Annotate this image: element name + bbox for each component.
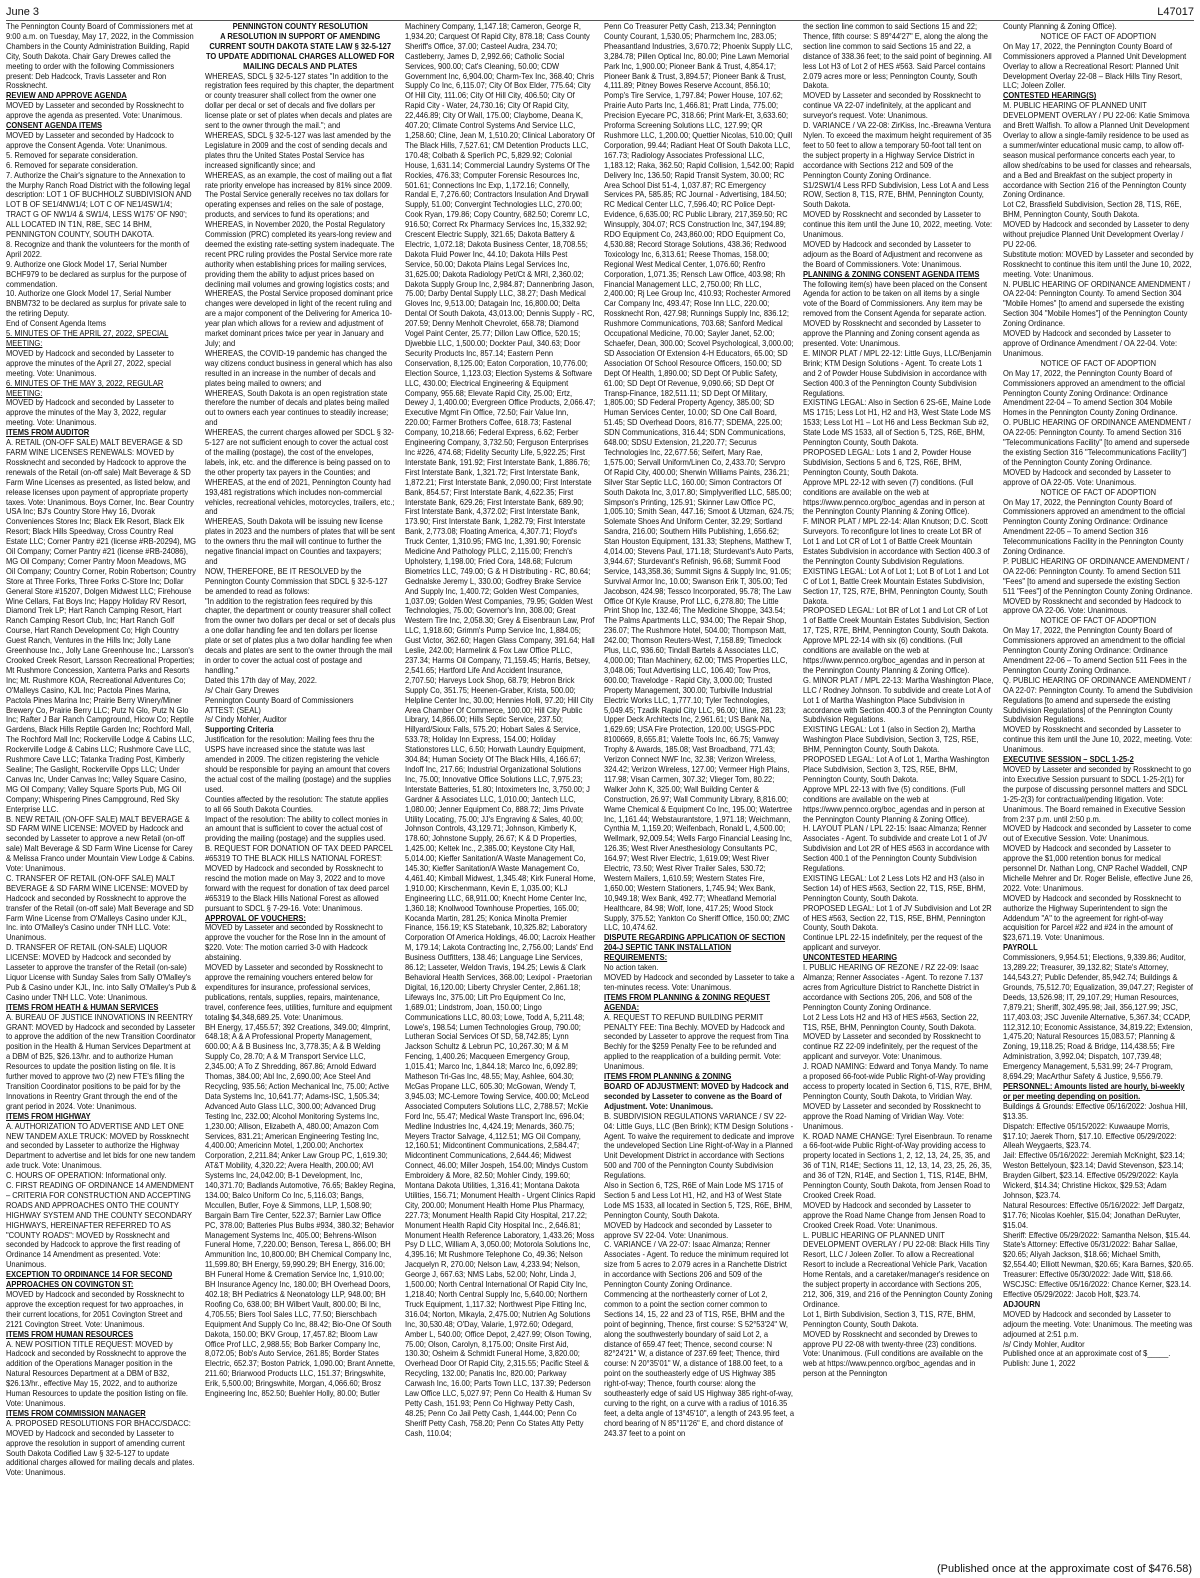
notice-paragraph: EXISTING LEGAL: Also in Section 6 2S-6E, Maine Lode MS 1715; Less Lot H1, H2 and H3, West State Lode MS 1533; Less Lot H1 – Lot H6 and Less Beckman Sub #2, State Lode MS 1533, all of Section 5, T2S, R6E, BHM, Pennington County, South Dakota.: [803, 398, 992, 448]
notice-paragraph: On May 17, 2022, the Pennington County Board of Commissioners approved an amendment to the official Pennington County Zoning Ordinance: Ordinance Amendment 22-04 – To amend Section 304 Mobile Homes in the Pennington County Zoning Ordinance.: [1002, 368, 1185, 418]
notice-id: L47017: [1157, 6, 1194, 18]
section-heading: ITEMS FROM AUDITOR: [6, 428, 90, 438]
notice-paragraph: End of Consent Agenda Items: [6, 319, 107, 329]
notice-paragraph: Lot C2, Brassfield Subdivision, Section 28, T1S, R6E, BHM, Pennington County, South Dakota.: [1002, 200, 1182, 220]
notice-paragraph: MOVED by Lasseter and seconded by Rossknecht to approve the voucher for the Rose Inn in the amount of $220. Vote: The motion carried 3-0 with Hadcock abstaining.: [205, 923, 386, 963]
notice-paragraph: WHEREAS, at the end of 2021, Pennington County had 193,481 registrations which includes non-commercial vehicles, recreational vehicles, motorcycles, trailers, etc.; and: [205, 477, 395, 517]
notice-paragraph: MOVED by Lasseter and seconded by Rossknecht to approve the agenda as presented. Vote: Unanimous.: [6, 101, 184, 121]
notice-paragraph: Continue LPL 22-15 indefinitely, per the request of the applicant and surveyor.: [803, 933, 983, 953]
notice-paragraph: 9. Authorize one Glock Model 17, Serial Number BCHF979 to be declared as surplus for the purpose of commendation.: [6, 259, 187, 289]
notice-paragraph: A. NEW POSITION TITLE REQUEST: MOVED by Hadcock and seconded by Rossknecht to approve the addition of the Operations Manager position in the Natural Resources Department at a DBM of B32, $26.13/hr., effective May 15, 2022, and to authorize Human Resources to update the position listing on file. Vote: Unanimous.: [6, 1339, 189, 1408]
notice-paragraph: Approve MPL 22-13 with five (5) conditions. (Full conditions are available on the web at https://www.pennco.org/boc_agendas and in person at the Pennington County Planning & Zoning Office).: [803, 784, 985, 824]
notice-paragraph: The Pennington County Board of Commissioners met at 9:00 a.m. on Tuesday, May 17, 2022, in the Commission Chambers in the County Administration Building, Rapid City, South Dakota. Chair Gary Drewes called the meeting to order with the following Commissioners present: Deb Hadcock, Travis Lasseter and Ron Rossknecht.: [6, 22, 194, 91]
notice-paragraph: I. PUBLIC HEARING OF REZONE / RZ 22-09: Isaac Almanza; Renner Associates - Agent. To rezone 7.137 acres from Agriculture District to Ranchette District in accordance with Sections 205, 206, and 508 of the Pennington County Zoning Ordinance.: [803, 963, 984, 1012]
section-heading: CONTESTED HEARING(S): [1002, 91, 1096, 101]
column-1: [6, 22, 196, 1552]
column-4: [604, 22, 794, 1552]
notice-columns: [6, 22, 1194, 1552]
notice-paragraph: WSCJSC: Effective 05/16/2022: Chance Kerner, $23.14. Effective 05/29/2022: Jacob Holt, $23.74.: [1002, 1280, 1191, 1299]
notice-paragraph: "In addition to the registration fees required by this chapter, the department or county treasurer shall collect from the owner two dollars per decal or set of decals plus a one dollar handling fee and ten dollars per license plate or set of plates plus a two dollar handling fee when decals and plates are sent to the owner through the mail in order to cover the actual cost of postage and handling.": [205, 596, 396, 675]
notice-paragraph: The following item(s) have been placed on the Consent Agenda for action to be taken on all items by a single vote of the Board of Commissioners. Any item may be removed from the Consent Agenda for separate action.: [803, 279, 988, 319]
notice-paragraph: EXISTING LEGAL: Lot 2 Less Lots H2 and H3 (also in Section 14) of HES #563, Section 22, T1S, R5E, BHM, Pennington County, South Dakota.: [803, 873, 986, 903]
notice-paragraph: MOVED by Hadcock and seconded by Lasseter to adjourn the meeting. Vote: Unanimous. The meeting was adjourned at 2:51 p.m.: [1002, 1309, 1193, 1339]
notice-paragraph: D. TRANSFER OF RETAIL (ON-SALE) LIQUOR LICENSE: MOVED by Hadcock and seconded by Lasseter to approve the transfer of the Retail (on-sale) Liquor License with Sunday Sales from Sally O'Malley's Pub & Casino under KJL, Inc. into Sally O'Malley's Pub & Casino under TNH LLC. Vote: Unanimous.: [6, 943, 197, 1002]
section-heading: ITEMS FROM HEATH & HUMAN SERVICES: [6, 1002, 159, 1012]
notice-paragraph: N. PUBLIC HEARING OF ORDINANCE AMENDMENT / OA 22-04: Pennington County. To amend Section 304 "Mobile Homes" [to amend and supersede the existing Section 304 "Mobile Homes"] of the Pennington County Zoning Ordinance.: [1002, 279, 1190, 329]
notice-paragraph: Lot 1, Birth Subdivision, Section 3, T1S, R7E, BHM, Pennington County, South Dakota.: [803, 1309, 976, 1329]
notice-paragraph: 10. Authorize one Glock Model 17, Serial Number BNBM732 to be declared as surplus for private sale to the retiring Deputy.: [6, 289, 187, 319]
notice-paragraph: MOVED by Hadcock and seconded by Lasseter to approve the $1,000 retention bonus for medical personnel Dr. Nathan Long, CNP Rachel Waddell, CNP Michelle Mehrer and Dr. Roger Belisle, effective June 26, 2022. Vote: Unanimous.: [1002, 844, 1193, 893]
section-heading: ITEMS FROM PLANNING & ZONING: [603, 1072, 732, 1082]
notice-paragraph: M. PUBLIC HEARING OF PLANNED UNIT DEVELOPMENT OVERLAY / PU 22-06: Katie Smimova and Brett Walfish. To allow a Planned Unit Development Overlay to allow a single-family residence to be used as a summer/winter educational music camp, to allow off-season musical performance concerts each year, to allow shed/cabins to be used for classes and rehearsals, and a Bed and Breakfast on the subject property in accordance with Section 216 of the Pennington County Zoning Ordinance.: [1002, 101, 1192, 200]
notice-paragraph: Also in Section 6, T2S, R6E of Main Lode MS 1715 of Section 5 and Less Lot H1, H2, and H3 of West State Lode MS 1533, all located in Section 5, T2S, R6E, BHM, Pennington County, South Dakota.: [603, 1181, 793, 1220]
notice-paragraph: EXISTING LEGAL: Lot A of Lot 1; Lot B of Lot 1 and Lot C of Lot 1, Battle Creek Mountain Estates Subdivision, Section 17, T2S, R7E, BHM, Pennington County, South Dakota.: [803, 566, 990, 606]
notice-paragraph: No action taken.: [603, 963, 659, 973]
notice-paragraph: Approve MPL 22-14 with six (6) conditions. (Full conditions are available on the web at https://www.pennco.org/boc_agendas and in person at the Pennington County Planning & Zoning Office).: [803, 636, 985, 675]
notice-paragraph: NOTICE OF FACT OF ADOPTION: [1039, 616, 1156, 626]
notice-paragraph: WHEREAS, SDCL § 32-5-127 states "In addition to the registration fees required by this chapter, the department or county treasurer shall collect from the owner one dollar per decal or set of decals and five dollars per license plate or set of plates when decals and plates are sent to the owner through the mail."; and: [205, 71, 395, 131]
notice-paragraph: S1/2SW1/4 Less RFD Subdivision, Less Lot A and Less ROW, Section 8, T1S, R7E, BHM, Pennington County, South Dakota.: [803, 180, 990, 210]
notice-paragraph: PROPOSED LEGAL: Lot A of Lot 1, Martha Washington Place Subdivision, Section 3, T2S, R5E, BHM, Pennington County, South Dakota.: [803, 755, 990, 784]
notice-paragraph: MOVED by Rossknecht and seconded by Lasseter to continue this item until the June 10, 2022, meeting. Vote: Unanimous.: [1002, 725, 1192, 755]
notice-paragraph: ADJOURN: [1002, 1299, 1040, 1309]
notice-paragraph: B. REQUEST FOR DONATION OF TAX DEED PARCEL #65319 TO THE BLACK HILLS NATIONAL FOREST: MOVED by Hadcock and seconded by Rossknecht to rescind the motion made on May 3, 2022 and to move forward with the request for donation of tax deed parcel #65319 to the Black Hills National Forest as allowed pursuant to SDCL § 7-29-16. Vote: Unanimous.: [205, 844, 393, 913]
notice-paragraph: MOVED by Lasseter and seconded by Rossknecht to approve the remaining vouchers entered below for expenditures for insurance, professional services, publications, rentals, supplies, repairs, maintenance, travel, conference fees, utilities, furniture and equipment totaling $4,348,689.25. Vote: Unanimous.: [205, 963, 393, 1022]
notice-paragraph: WHEREAS, the COVID-19 pandemic has changed the way citizens conduct business in general which has also resulted in an increase in the number of decals and plates being mailed to owners; and: [205, 348, 393, 388]
notice-paragraph: 5. Removed for separate consideration.: [6, 150, 138, 160]
notice-paragraph: B. SUBDIVISION REGULATIONS VARIANCE / SV 22-04: Little Guys, LLC (Ben Brink); KTM Design Solutions - Agent. To waive the requirement to dedicate and improve the undeveloped Section Line Right-of-Way in a Planned Unit Development District in accordance with Sections 500 and 700 of the Pennington County Subdivision Regulations.: [603, 1111, 795, 1181]
notice-paragraph: MOVED by Hadcock and seconded by Rossknecht to authorize the Highway Superintendent to sign the Addendum "A" to the agreement for right-of-way acquisition for Parcel #22 and #24 in the amount of $23,671.19. Vote: Unanimous.: [1002, 893, 1181, 943]
notice-paragraph: F. MINOR PLAT / MPL 22-14: Allan Knutson; D.C. Scott Surveyors. To reconfigure lot lines to create Lot BR of Lot 1 and Lot CR of Lot 1 of Battle Creek Mountain Estates Subdivision in accordance with Section 400.3 of the Pennington County Subdivision Regulations.: [803, 517, 990, 566]
notice-paragraph: NOTICE OF FACT OF ADOPTION: [1039, 358, 1156, 368]
section-heading: REVIEW AND APPROVE AGENDA: [6, 91, 127, 101]
publication-cost-note: (Published once at the approximate cost of $476.58): [937, 1563, 1192, 1575]
notice-paragraph: J. ROAD NAMING: Edward and Tonya Mandy. To name a proposed 66-foot-wide Public Right-of-Way providing access to property located in Section 6, T1S, R7E, BHM, Pennington County, South Dakota, to Viridian Way.: [803, 1062, 993, 1101]
notice-paragraph: MOVED by Lasseter and seconded by Rossknecht to continue RZ 22-09 indefinitely, per the request of the applicant and surveyor. Vote: Unanimous.: [803, 1032, 982, 1062]
notice-paragraph: G. MINOR PLAT / MPL 22-13: Martha Washington Place, LLC / Rodney Johnson. To subdivide and create Lot A of Lot 1 of Martha Washington Place Subdivision in accordance with Section 400.3 of the Pennington County Subdivision Regulations.: [803, 675, 994, 725]
notice-paragraph: A. REQUEST TO REFUND BUILDING PERMIT PENALTY FEE: Tina Bechly. MOVED by Hadcock and seconded by Lasseter to approve the request from Tina Bechly for the $259 Penalty Fee to be refunded and applied to the reapplication of a building permit. Vote: Unanimous.: [603, 1012, 789, 1072]
notice-paragraph: Published once at an approximate cost of $_____.: [1002, 1349, 1171, 1359]
notice-paragraph: MOVED by Rossknecht and seconded by Lasseter to continue this item until the June 10, 2022, meeting. Vote: Unanimous.: [803, 210, 993, 240]
notice-paragraph: P. PUBLIC HEARING OF ORDINANCE AMENDMENT / OA 22-06: Pennington County. To amend Section 511 "Fees" [to amend and supersede the existing Section 511 "Fees"] of the Pennington County Zoning Ordinance.: [1002, 556, 1192, 596]
notice-paragraph: EXISTING LEGAL: Lot 1 (also in Section 2), Martha Washington Place Subdivision, Section 3, T2S, R5E, BHM, Pennington County, South Dakota.: [803, 725, 979, 755]
notice-paragraph: MOVED by Hadcock and seconded by Lasseter to deny without prejudice Planned Unit Development Overlay / PU 22-06.: [1002, 220, 1189, 249]
section-heading: EXECUTIVE SESSION – SDCL 1-25-2: [1002, 755, 1134, 765]
notice-paragraph: Lot 2 Less Lots H2 and H3 of HES #563, Section 22, T1S, R5E, BHM, Pennington County, South Dakota.: [803, 1012, 980, 1032]
notice-paragraph: A. PROPOSED RESOLUTIONS FOR BHACC/SDACC: MOVED by Hadcock and seconded by Lasseter to approve the resolution in support of amending current South Dakota Codified Law § 32-5-127 to update additional charges allowed for mailing decals and plates. Vote: Unanimous.: [6, 1418, 195, 1478]
notice-paragraph: Jail: Effective 05/16/2022: Jeremiah McKnight, $23.14; Weston Bettelyoun, $23.14; David Stevenson, $23.14; Brayden Gilbert, $23.14. Effective 05/29/2022: Kayla Wickerd, $14.34; Christine Hickox, $29.53; Adam Johnson, $23.74.: [1002, 1151, 1185, 1200]
notice-paragraph: A RESOLUTION IN SUPPORT OF AMENDING CURRENT SOUTH DAKOTA STATE LAW § 32-5-127 TO UPDATE ADDITIONAL CHARGES ALLOWED FOR MAILING DECALS AND PLATES: [206, 31, 395, 71]
notice-paragraph: C. HOURS OF OPERATION: Informational only.: [6, 1171, 167, 1181]
notice-paragraph: WHEREAS, South Dakota is an open registration state therefore the number of decals and plates being mailed out to owners each year continues to steadily increase; and: [205, 388, 390, 428]
notice-paragraph: Substitute motion: MOVED by Lasseter and seconded by Rossknecht to continue this item until the June 10, 2022, meeting. Vote: Unanimous.: [1002, 249, 1194, 279]
notice-paragraph: D. VARIANCE / VA 22-08: ZirKiss, Inc.-Breawna Ventura Nylen. To exceed the maximum height requirement of 35 feet to 50 feet to allow a temporary 50-foot tall tent on the subject property in a Highway Service District in accordance with Sections 212 and 509 of the Pennington County Zoning Ordinance.: [803, 121, 992, 180]
notice-paragraph: PROPOSED LEGAL: Lot 1 of JV Subdivision and Lot 2R of HES #563, Section 22, T1S, R5E, BHM, Pennington County, South Dakota.: [803, 903, 993, 933]
notice-paragraph: Supporting Criteria: [205, 725, 274, 735]
notice-paragraph: Commencing at the northeasterly corner of Lot 2, common to a point the section corner common to Sections 14, 15, 22 and 23 of T1S, R5E, BHM and the point of beginning, Thence, first course: S 52°53'24" W, along the southwesterly boundary of said Lot 2, a distance of 659.47 feet; Thence, second course: N 82°24'21" W, a distance of 237.69 feet; Thence, third course: N 20°35'01" W, a distance of 188.00 feet, to a point on the southeasterly edge of US Highway 385 right-of-way; Thence, fourth course: along the southeasterly edge of said US Highway 385 right-of-way, curving to the right, on a curve with a radius of 1016.35 feet, a delta angle of 13°45'10", a length of 243.95 feet, a chord bearing of N 85°11'26" E, and chord distance of 243.37 feet to a point on: [603, 1290, 794, 1438]
notice-paragraph: ATTEST: (SEAL): [205, 705, 262, 715]
notice-paragraph: MOVED by Hadcock and seconded by Lasseter to approve the minutes of the May 3, 2022, regular meeting. Vote: Unanimous.: [6, 398, 174, 428]
notice-paragraph: Natural Resources: Effective 05/16/2022: Jeff Dargatz, $17.76; Nicolas Koehler, $15.04; Jonathan DeRuyter, $15.04.: [1002, 1200, 1185, 1230]
notice-paragraph: Dated this 17th day of May, 2022.: [205, 675, 318, 685]
notice-paragraph: County Planning & Zoning Office).: [1002, 22, 1117, 31]
notice-paragraph: C. FIRST READING OF ORDINANCE 14 AMENDMENT – CRITERIA FOR CONSTRUCTION AND ACCEPTING ROADS AND APPROACHES ONTO THE COUNTY HIGHWAY SYSTEM AND THE COUNTY SECONDARY HIGHWAYS, HEREINAFTER REFERRED TO AS "COUNTY ROADS": MOVED by Rossknecht and seconded by Hadcock to approve the first reading of Ordinance 14 Amendment as presented. Vote: Unanimous.: [6, 1181, 194, 1270]
notice-paragraph: Justification for the resolution: Mailing fees thru the USPS have increased since the statute was last amended in 2009. The citizen registering the vehicle should be responsible for paying an amount that covers the actual cost of the mailing (postage) and the supplies used.: [205, 735, 392, 794]
notice-paragraph: 6. MINUTES OF THE MAY 3, 2022, REGULAR MEETING:: [6, 378, 164, 398]
section-heading: EXCEPTION TO ORDINANCE 14 FOR SECOND APPROACHES ON COVINGTON ST:: [6, 1270, 173, 1290]
notice-paragraph: WHEREAS, the Postal Service proposed dominant price changes were developed in light of the recent ruling and are a major component of the Delivering for America 10-year plan which allows for a review and adjustment of market dominant prices twice per year in January and July; and: [205, 289, 394, 348]
notice-paragraph: PROPOSED LEGAL: Lots 1 and 2, Powder House Subdivision, Sections 5 and 6, T2S, R6E, BHM, Pennington County, South Dakota.: [803, 447, 972, 477]
notice-paragraph: PROPOSED LEGAL: Lot BR of Lot 1 and Lot CR of Lot 1 of Battle Creek Mountain Estates Subdivision, Section 17, T2S, R7E, BHM, Pennington County, South Dakota.: [803, 606, 990, 636]
column-3: [405, 22, 595, 1552]
notice-paragraph: A. AUTHORIZATION TO ADVERTISE AND LET ONE NEW TANDEM AXLE TRUCK: MOVED by Rossknecht and seconded by Lasseter to authorize the Highway Department to advertise and let bids for one new tandem axle truck. Vote: Unanimous.: [6, 1121, 196, 1171]
notice-paragraph: MOVED by Lasseter and seconded by Rossknecht to approve the Road Naming of Viridian Way. Vote: Unanimous.: [803, 1101, 982, 1131]
notice-paragraph: PENNINGTON COUNTY RESOLUTION: [232, 22, 369, 31]
column-2: [205, 22, 395, 1552]
notice-paragraph: Counties affected by the resolution: The statute applies to all 66 South Dakota Counties.: [205, 794, 389, 814]
notice-paragraph: MOVED by Hadcock and seconded by Rossknecht to approve the exception request for two approaches, in their current locations, for 2051 Covington Street and 2121 Covington Street. Vote: Unanimous.: [6, 1290, 185, 1329]
notice-paragraph: WHEREAS, as an example, the cost of mailing out a flat rate priority envelope has increased by 81% since 2009. The Postal Service generally receives no tax dollars for operating expenses and relies on the sale of postage, products, and services to fund its operations; and: [205, 170, 393, 220]
column-5: [803, 22, 993, 1552]
notice-paragraph: Buildings & Grounds: Effective 05/16/2022: Joshua Hill, $13.35.: [1002, 1101, 1188, 1121]
notice-paragraph: MOVED by Rossknecht and seconded by Hadcock to approve OA 22-06. Vote: Unanimous.: [1002, 596, 1181, 616]
section-heading: UNCONTESTED HEARING: [803, 953, 898, 963]
notice-paragraph: H. LAYOUT PLAN / LPL 22-15: Isaac Almanza; Renner Associates - Agent. To subdivide and create Lot 1 of JV Subdivision and Lot 2R of HES #563 in accordance with Section 400.1 of the Pennington County Subdivision Regulations.: [803, 824, 990, 874]
section-heading: PERSONNEL: Amounts listed are hourly, bi-weekly or per meeting depending on position.: [1002, 1081, 1185, 1101]
notice-paragraph: MOVED by Hadcock and seconded by Lasseter to approve the Road Name Change from Jensen Road to Crooked Creek Road. Vote: Unanimous.: [803, 1200, 986, 1230]
notice-paragraph: MOVED by Lasseter and seconded by Rossknecht to continue VA 22-07 indefinitely, at the applicant and surveyor's request. Vote: Unanimous.: [803, 91, 982, 121]
notice-paragraph: 7. Authorize the Chair's signature to the Annexation to the Murphy Ranch Road District with the following legal description: LOT 1 OF BUCHHOLZ SUBDIVISION AND LOT B OF SE1/4NW1/4; LOT C OF NE1/4SW1/4; TRACT G OF NW1/4 & SW1/4, LESS W175' OF N90'; ALL LOCATED IN T1N, R8E, SEC 14 BHM, PENNINGTON COUNTY, SOUTH DAKOTA.: [6, 170, 192, 240]
notice-paragraph: BOARD OF ADJUSTMENT: MOVED by Hadcock and seconded by Lasseter to convene as the Board of Adjustment. Vote: Unanimous.: [603, 1081, 789, 1111]
notice-paragraph: WHEREAS, the current charges allowed per SDCL § 32-5-127 are not sufficient enough to cover the actual cost of the mailing (postage), the cost of the envelopes, labels, ink, etc. and the difference is being passed on to the other property tax payers in the Counties; and: [205, 428, 395, 477]
section-heading: CONSENT AGENDA ITEMS: [6, 121, 103, 131]
section-heading: ITEMS FROM HIGHWAY: [6, 1111, 91, 1121]
notice-paragraph: NOTICE OF FACT OF ADOPTION: [1039, 31, 1156, 41]
section-heading: DISPUTE REGARDING APPLICATION OF SECTION 204-J SEPTIC TANK INSTALLATION REQUIREMENTS:: [603, 933, 786, 963]
notice-paragraph: Q. PUBLIC HEARING OF ORDINANCE AMENDMENT / OA 22-07: Pennington County. To amend the Subdivision Regulations [to amend and supersede the existing Subdivision Regulations] of the Pennington County Subdivision Regulations.: [1002, 675, 1193, 725]
notice-paragraph: Penn Co Treasurer Petty Cash, 213.34; Pennington County Courant, 1,530.05; Pharmchem Inc, 283.05; Pheasantland Industries, 3,670.72; Phoenix Supply LLC, 3,284.78; Pillen Optical Inc, 80.00; Pine Lawn Memorial Park Inc, 1,900.00; Pioneer Bank & Trust, 4,854.17; Pioneer Bank & Trust, 3,894.57; Pioneer Bank & Trust, 4,111.89; Pitney Bowes Reserve Account, 856.10; Pomp's Tire Service, 1,797.84; Power House, 107.62; Prairie Auto Parts Inc, 1,466.81; Pratt Linda, 775.00; Precision Eyecare PC, 318.66; Print Mark-Et, 3,633.60; Proforma Screening Solutions LLC, 127.99; QR Rushmore LLC, 1,200.00; Quettier Nicolas, 510.00; Quill Corporation, 99.44; Radiant Heat Of South Dakota LLC, 167.73; Radiology Associates Professional LLC, 1,183.12; Raka, 362.50; Rapid Collision, 1,542.00; Rapid Delivery Inc, 136.50; Rapid Transit System, 30.00; RC Area School Dist 51-4, 1,037.87; RC Emergency Services PA, 585.85; RC Journal - Advertising, 184.50; RC Medical Center LLC, 7,596.40; RC Police Dept-Evidence, 6,635.00; RC Public Library, 217,359.50; RC Winsupply, 304.07; RCS Construction Inc, 347,194.89; RDO Equipment Co, 243,860.00; RDO Equipment Co, 4,530.88; Record Storage Solutions, 438.36; Redwood Toxicology Inc, 6,313.61; Reese Thomas, 158.00; Regional West Medical Center, 1,076.60; Renfro Corporation, 1,071.35; Rensch Law Office, 403.98; Rh Financial Management LLC, 2,750.00; Rh LLC, 2,400.00; Rj Lee Group Inc, 410.93; Rochester Armored Car Company Inc, 493.47; Rose Inn LLC, 220.00; Rossknecht Ron, 427.98; Runnings Supply Inc, 836.12; Rushmore Communications, 703.68; Sanford Medical Occupational Medicine, 70.00; Sayler Janet, 52.00; Schaefer, Dean, 300.00; Scovel Psychological, 3,000.00; SD Association Of Extension 4-H Educators, 65.00; SD Association Of School Resource Officers, 150.00; SD Dept Of Health, 1,890.00; SD Dept Of Public Safety, 61.00; SD Dept Of Revenue, 9,090.66; SD Dept Of Transp-Finance, 182,511.11; SD Dept Of Military, 1,805.00; SD Federal Property Agency, 385.00; SD Human Services Center, 10.00; SD One Call Board, 51.45; SD Overhead Doors, 816.77; SDEMA, 225.00; SDN Communications, 316.44; SDN Communications, 648.00; SDSU Extension, 21,220.77; Securus Technologies Inc, 22,677.56; Seifert, Mary Rae, 1,575.00; Servall Uniform/Linen Co, 2,433.70; Servpro Of Rapid City, 400.00; Sherwin Williams Paints, 236.21; Silver Star Septic LLC, 160.00; Simon Contractors Of South Dakota Inc, 3,017.80; Simplyverified LLC, 585.00; Simpson's Printing, 125.91; Skinner Law Office PC, 1,005.10; Smith Sean, 447.16; Smoot & Utzman, 624.75; Solemate Shoes And Uniform Center, 32.29; Sortland Sandra, 216.00; Southern Hills Publishing, 1,656.62; Stan Houston Equipment, 131.33; Stephens, Matthew T, 4,014.00; Stevens Paul, 171.18; Sturdevant's Auto Parts, 3,944.67; Sturdevant's Refinish, 96.68; Summit Food Service, 143,358.36; Summit Signs & Supply Inc, 91.05; Survival Armor Inc, 10.00; Swanson Erik T, 305.00; Ted Jacobson, 424.98; Tessco Incorporated, 95.78; The Law Office Of Kyle Krause, Prof LLC, 6,278.80; The Little Print Shop Inc, 132.46; The Medicine Shoppe, 343.54; The Palms Apartments LLC, 934.00; The Repair Shop, 236.07; The Rushmore Hotel, 504.00; Thompson Matt, 242.00; Thomson Reuters-West, 7,158.89; Timeclock Plus, LLC, 936.60; Tindall Bartels & Associates LLC, 4,000.00; Titan Machinery, 62.00; TMS Properties LLC, 3,048.06; Tout Advertising LLC, 106.40; Tow Pros, 600.00; Travelodge - Rapid City, 3,000.00; Trusted Property Management, 300.00; Turbiville Industrial Electric Works LLC, 1,777.10; Tyler Technologies, 5,049.45; Tzadik Rapid City LLC, 96.00; Uline, 281.23; Upper Deck Architects Inc, 2,961.61; US Bank Na, 1,629.69; USA Fire Protection, 120.00; USGS-PDC 8100669, 8,655.81; Valette Tools Inc, 66.75; Vanway Trophy & Awards, 185.08; Vast Broadband, 771.43; Verizon Connect NWF Inc, 32.38; Verizon Wireless, 324.42; Verizon Wireless, 127.00; Vermeer High Plains, 117.98; Visan Carmen, 307.32; Vlieger Tom, 80.22; Walker John K, 325.00; Wall Building Center & Construction, 26.97; Wall Community Library, 8,816.00; Wame Chemical & Equipment Co Inc, 195.00; Watertree Inc, 1,161.44; Webstaurantstore, 1,971.18; Weichmann, Cynthia M, 1,159.20; Weifenbach, Ronald L, 4,500.00; Wellmark, 92,009.54; Wells Fargo Financial Leasing Inc, 126.35; West River Anesthesiology Consultants PC, 164.97; West River Electric, 1,619.09; West River Electric, 73.50; West River Trailer Sales, 530.72; Western Mailers, 1,610.59; Western States Fire, 1,650.00; Western Stationers, 1,745.94; Wex Bank, 10,949.18; Wex Bank, 492.77; Wheatland Memorial Healthcare, 84.98; Wolf, Ione, 417.25; Wood Stock Supply, 375.52; Yankton Co Sheriff Office, 150.00; ZMC LLC, 10,474.62.: [603, 22, 794, 933]
notice-paragraph: Impact of the resolution: The ability to collect monies in an amount that is sufficient to cover the actual cost of providing the mailing (postage) and the supplies used.: [205, 814, 389, 844]
notice-paragraph: WHEREAS, in November 2020, the Postal Regulatory Commission (PRC) completed its years-long review and deemed the existing rate-setting system inadequate. The recent PRC ruling provides the Postal Service more rate authority when establishing prices for mailing services, providing them the ability to adjust prices based on declining mail volumes and growing logistics costs; and: [205, 220, 395, 289]
notice-paragraph: MOVED by Lasseter and seconded by Rossknecht to go into Executive Session pursuant to SDCL 1-25-2(1) for the purpose of discussing personnel matters and SDCL 1-25-2(3) for contractual/pending litigation. Vote: Unanimous. The Board remained in Executive Session from 2:37 p.m. until 2:50 p.m.: [1002, 764, 1191, 824]
notice-paragraph: the section line common to said Sections 15 and 22; Thence, fifth course: S 89°44'27" E, along the along the section line common to said Sections 15 and 22, a distance of 338.36 feet; to the said point of beginning. All less Lot H3 of Lot 2 of HES #563. Said Parcel contains 2.079 acres more or less; Pennington County, South Dakota.: [803, 22, 993, 91]
notice-paragraph: B. NEW RETAIL (ON-OFF SALE) MALT BEVERAGE & SD FARM WINE LICENSE: MOVED by Hadcock and seconded by Lasseter to approve a new Retail (on-off sale) Malt Beverage & SD Farm Wine License for Carey & Melissa Franco under Mountain View Lodge & Cabins. Vote: Unanimous.: [6, 814, 195, 874]
notice-paragraph: MOVED by Rossknecht and seconded by Lasseter to approve the Planning and Zoning consent agenda as presented. Vote: Unanimous.: [803, 319, 982, 348]
notice-paragraph: E. MINOR PLAT / MPL 22-12: Little Guys, LLC/Benjamin Brink; KTM Design Solutions - Agent. To create Lots 1 and 2 of Powder House Subdivision in accordance with Section 400.3 of the Pennington County Subdivision Regulations.: [803, 348, 992, 398]
notice-paragraph: A. BUREAU OF JUSTICE INNOVATIONS IN REENTRY GRANT: MOVED by Hadcock and seconded by Lasseter to approve the addition of the new Transition Coordinator position in the Health & Human Services Department at a DBM of B25, $26.13/hr. and to authorize Human Resources to update the position listing on file. It is further moved to approve two (2) new FTE's filling the Transition Coordinator positions to be paid for by the Innovations in Reentry Grant through the end of the grant period in 2024. Vote: Unanimous.: [6, 1012, 196, 1111]
notice-paragraph: On May 17, 2022, the Pennington County Board of Commissioners approved a Planned Unit Development Overlay to allow a Recreational Resort: Planned Unit Development Overlay 22-08 – Black Hills Tiny Resort, LLC; Joleen Zoller.: [1002, 41, 1186, 91]
section-heading: ITEMS FROM PLANNING & ZONING REQUEST AGENDA:: [603, 992, 771, 1012]
notice-paragraph: /s/ Chair Gary Drewes: [205, 685, 280, 695]
notice-paragraph: MOVED by Hadcock and seconded by Lasseter to approve of Ordinance Amendment / OA 22-04. Vote: Unanimous.: [1002, 329, 1177, 358]
notice-paragraph: 5. MINUTES OF THE APRIL 27, 2022, SPECIAL MEETING:: [6, 329, 169, 348]
notice-paragraph: WHEREAS, South Dakota will be issuing new license plates in 2023 and the numbers of plates that will be sent to the owners thru the mail will continue to further the negative financial impact on Counties and taxpayers; and: [205, 517, 396, 566]
notice-paragraph: MOVED by Hadcock and seconded by Lasseter to come out of Executive Session. Vote: Unanimous.: [1002, 824, 1191, 844]
notice-paragraph: 8. Recognize and thank the volunteers for the month of April 2022.: [6, 239, 190, 259]
notice-paragraph: On May 17, 2022, the Pennington County Board of Commissioners approved an amendment to the official Pennington County Zoning Ordinance: Ordinance Amendment 22-05 – To amend Section 316 Telecommunications Facility in the Pennington County Zoning Ordinance.: [1002, 497, 1185, 557]
section-heading: ITEMS FROM HUMAN RESOURCES: [6, 1329, 134, 1339]
notice-paragraph: MOVED by Hadcock and seconded by Lasseter to approve the minutes of the April 27, 2022, special meeting. Vote: Unanimous.: [6, 348, 174, 378]
section-heading: ITEMS FROM COMMISSION MANAGER: [6, 1408, 146, 1418]
page-header: [6, 2, 1194, 21]
notice-paragraph: MOVED by Hadcock and seconded by Lasseter to approve of OA 22-05. Vote: Unanimous.: [1002, 467, 1171, 487]
notice-paragraph: WHEREAS, SDCL § 32-5-127 was last amended by the Legislature in 2009 and the cost of sending decals and plates thru the United States Postal Service has increased significantly since; and: [205, 130, 392, 170]
notice-paragraph: L. PUBLIC HEARING OF PLANNED UNIT DEVELOPMENT OVERLAY / PU 22-08: Black Hills Tiny Resort, LLC / Joleen Zoller. To allow a Recreational Resort to include a Recreational Vehicle Park, Vacation Home Rentals, and a caretaker/manager's residence on the subject property in accordance with Sections 205, 212, 306, 319, and 216 of the Pennington County Zoning Ordinance.: [803, 1230, 993, 1309]
notice-paragraph: /s/ Cindy Mohler, Auditor: [1002, 1339, 1085, 1349]
notice-paragraph: BH Energy, 17,455.57; 392 Creations, 349.00; 4Imprint, 648.18; A & A Professional Property Management, 600.00; A & B Business Inc, 3,778.35; A & B Welding Supply Co, 28.70; A & M Transport Service LLC, 2,345.00; A To Z Shredding, 867.86; Arnold Edward Thomas, 384.00; Abl Inc, 2,690.00; Ace Steel And Recycling, 935.56; Action Mechanical Inc, 75.00; Active Data Systems Inc, 10,641.77; Adams-ISC, 1,505.34; Advanced Auto Glass LLC, 300.00; Advanced Drug Testing Inc, 232.00; Alcohol Monitoring Systems Inc, 1,230.00; Allison, Elizabeth A, 480.00; Amazon Com Services, 831.21; American Engineering Testing Inc, 4,400.00; Americinn Motel, 1,200.00; Anchortex Corporation, 2,211.84; Anker Law Group PC, 1,619.30; AT&T Mobility, 4,320.22; Avera Health, 200.00; AVI Systems Inc, 24,042.00; B-1 Development, Inc, 140,371.70; Badlands Automotive, 76.65; Bakley Regina, 134.00; Balco Uniform Co Inc, 5,116.03; Bangs, Mccullen, Butler, Foye & Simmons, LLP, 1,508.90; Bargain Barn Tire Center, 522.37; Barnier Law Office PC, 378.00; Batteries Plus Bulbs #934, 380.32; Behavior Management Systems Inc, 405.00; Behrens-Wilson Funeral Home, 7,220.00; Benson, Teresa L, 866.00; BH Ammunition Inc, 10,800.00; BH Chemical Company Inc, 11,599.80; BH Energy, 59,990.29; BH Energy, 316.00; BH Funeral Home & Cremation Service Inc, 1,910.00; BH Insurance Agency Inc, 180.00; BH Overhead Doors, 402.18; BH Pediatrics & Neonatology LLP, 948.00; BH Roofing Co, 638.00; BH Wilbert Vault, 800.00; Bi Inc, 4,705.55; Biers Tool Sales LLC, 77.50; Bierschbach Equipment And Supply Co Inc, 88.42; Bio-One Of South Dakota, 150.00; BKV Group, 17,457.82; Bloom Law Office Prof LLC, 2,988.55; Bob Barker Company Inc, 8,072.05; Bob's Auto Service, 261.85; Border States Electric, 652.37; Boston Patrick, 1,090.00; Brant Annette, 211.60; Briarwood Products LLC, 151.37; Bringswhite, Erik, 5,500.00; Bringswhite, Morgan, 4,066.60; Brosz Engineering Inc, 852.50; Buehler Holly, 80.00; Butler: [205, 1022, 396, 1399]
notice-paragraph: Treasurer: Effective 05/30/2022: Jade Witt, $18.66.: [1002, 1270, 1173, 1280]
notice-paragraph: MOVED by Hadcock and seconded by Lasseter to adjourn as the Board of Adjustment and reconvene as the Board of Commissioners. Vote: Unanimous.: [803, 239, 983, 269]
notice-paragraph: MOVED by Rossknecht and seconded by Drewes to approve PU 22-08 with twenty-three (23) conditions. Vote: Unanimous. (Full conditions are available on the web at https://www.pennco.org/boc_agendas and in person at the Pennington: [803, 1329, 984, 1379]
notice-paragraph: MOVED by Lasseter and seconded by Hadcock to approve the Consent Agenda. Vote: Unanimous.: [6, 130, 174, 150]
notice-paragraph: Publish: June 1, 2022: [1002, 1359, 1076, 1369]
notice-paragraph: NOW, THEREFORE, BE IT RESOLVED by the Pennington County Commission that SDCL § 32-5-127 be amended to read as follows:: [205, 566, 388, 596]
notice-paragraph: Dispatch: Effective 05/15/2022: Kuwaaupe Morris, $17.10; Jaerek Thorn, $17.10. Effective 05/29/2022: Alleah Weygaerts, $23.74.: [1002, 1121, 1177, 1151]
notice-paragraph: Commissioners, 9,954.51; Elections, 9,339.86; Auditor, 13,289.22; Treasurer, 39,132.82; State's Attorney, 144,543.27; Public Defender, 85,942.74; Buildings & Grounds, 75,512.70; Equalization, 39,047.27; Register of Deeds, 13,526.98; IT, 29,107.29; Human Resources, 7,879.21; Sheriff, 302,495.98; Jail, 356,127.99; JSC, 117,403.03; JSC Juvenile Alternative, 5,367.34; CCADP, 112,312.10; Economic Assistance, 34,819.22; Extension, 1,475.20; Natural Resources 15,083.57; Planning & Zoning, 19,118.25; Road & Bridge, 114,438.55; Fire Administration, 3,992.04; Dispatch, 107,739.48; Emergency Management, 5,531.99; 24-7 Program, 8,694.29; MacArthur Safety & Justice, 9,556.79.: [1002, 953, 1193, 1082]
publication-date: June 3: [6, 6, 40, 18]
notice-paragraph: C. VARIANCE / VA 22-07: Isaac Almanza; Renner Associates - Agent. To reduce the minimum required lot size from 5 acres to 2.079 acres in a Ranchette District in accordance with Sections 206 and 509 of the Pennington County Zoning Ordinance.: [603, 1240, 789, 1290]
column-6: [1003, 22, 1193, 1552]
notice-paragraph: On May 17, 2022, the Pennington County Board of Commissioners approved an amendment to the official Pennington County Zoning Ordinance: Ordinance Amendment 22-06 – To amend Section 511 Fees in the Pennington County Zoning Ordinance.: [1002, 626, 1187, 675]
notice-paragraph: Pennington County Board of Commissioners: [205, 695, 354, 705]
notice-paragraph: MOVED by Hadcock and seconded by Lasseter to approve SV 22-04. Vote: Unanimous.: [603, 1220, 772, 1240]
notice-paragraph: NOTICE OF FACT OF ADOPTION: [1039, 487, 1156, 497]
notice-paragraph: PAYROLL: [1002, 943, 1038, 953]
notice-paragraph: O. PUBLIC HEARING OF ORDINANCE AMENDMENT / OA 22-05: Pennington County. To amend Section 316 "Telecommunications Facility" [to amend and supersede the existing Section 316 "Telecommunications Facility"] of the Pennington County Zoning Ordinance.: [1002, 418, 1191, 467]
section-heading: APPROVAL OF VOUCHERS:: [205, 913, 307, 923]
section-heading: PLANNING & ZONING CONSENT AGENDA ITEMS: [803, 269, 980, 279]
notice-paragraph: Machinery Company, 1,147.18; Cameron, George R, 1,934.20; Carquest Of Rapid City, 878.18; Cass County Sheriff's Office, 37.00; Casteel Audra, 234.70; Castleberry, James D, 2,992.66; Catholic Social Services, 900.00; Cat's Cleaning, 50.00; CDW Government Inc, 6,904.00; Charm-Tex Inc, 368.40; Chris Supply Co Inc, 6,115.07; City Of Box Elder, 775.64; City Of Hill City, 111.06; City Of Hill City, 406.50; City Of Rapid City - Water, 24,730.16; City Of Rapid City, 22,446.89; City Of Wall, 175.00; Claybome, Deana K, 407.20; Climate Control Systems And Service LLC, 1,258.60; Cline, Jean M, 1,510.20; Clinical Laboratory Of The Black Hills, 7,527.61; CM Detention Products LLC, 170.48; Colbath & Sperlich PC, 5,829.92; Colonial House, 1,631.14; Commercial Laundry Systems Of The Rockies, 476.33; Computer Forensic Resources Inc, 501.61; Connections Inc Exp, 1,172.16; Connelly, Randal E, 7,276.60; Contractors Insulation And Drywall Supply, 51.00; Convergint Technologies LLC, 270.00; Cook Ryan, 179.86; Copy Country, 682.50; Coremr LC, 916.50; Correct Rx Pharmacy Services Inc, 15,332.92; Crescent Electric Supply, 321.65; Dakota Battery & Electric, 1,072.18; Dakota Business Center, 18,708.55; Dakota Fluid Power Inc, 44.10; Dakota Hills Pest Service, 50.00; Dakota Plains Legal Services Inc, 31,625.00; Dakota Radiology Pet/Ct & MRI, 2,360.02; Dakota Supply Group Inc, 2,984.87; Dannenbring Jason, 75.00; Darby Dental Supply LLC, 38.27; Dash Medical Gloves Inc, 9,513.00; Datagain Inc, 16,800.00; Delta Dental Of South Dakota, 43,013.00; Dennis Supply - RC, 207.59; Denny Menholt Chevrolet, 658.78; Diamond Vogel Paint Center, 25.77; Dillon Law Office, 520.15; Djwebbie LLC, 1,500.00; Dockter Paul, 340.63; Door Security Products Inc, 857.14; Eastern Penn Conservation, 8,125.00; Eaton Corporation, 10,776.00; Election Source, 1,123.03; Election Systems & Software LLC, 430.00; Electrical Engineering & Equipment Company, 955.68; Elevate Rapid City, 25.00; Ertz, Dewey J, 1,400.00; Evergreen Office Products, 2,066.47; Executive Mgmt Fin Office, 72.50; Fair Value Inn, 220.00; Farmer Brothers Coffee, 618.73; Fastenal Company, 10,218.66; Federal Express, 6.62; Ferber Engineering Company, 3,732.50; Ferguson Enterprises Inc #226, 474.68; Fidelity Security Life, 5,922.25; First Interstate Bank, 191.92; First Interstate Bank, 1,886.76; First Interstate Bank, 1,321.72; First Interstate Bank, 1,872.21; First Interstate Bank, 2,090.00; First Interstate Bank, 854.57; First Interstate Bank, 4,622.35; First Interstate Bank, 629.26; First Interstate Bank, 689.90; First Interstate Bank, 4,372.02; First Interstate Bank, 173.90; First Interstate Bank, 1,282.79; First Interstate Bank, 2,773.08; Floating America, 4,307.71; Floyd's Truck Center, 1,310.95; FMG Inc, 1,391.90; Forensic Medicine And Pathology PLLC, 2,115.00; French's Upholstery, 1,198.00; Fried Cora, 148.68; Fulcrum Biometrics LLC, 749.00; G & H Distributing - RC, 80.64; Gednalske Jeremy L, 330.00; Godfrey Brake Service And Supply Inc, 1,400.72; Golden West Companies, 1,037.09; Golden West Companies, 79.95; Golden West Technologies, 75.00; Governor's Inn, 308.00; Great Western Tire Inc, 2,058.30; Grey & Eisenbraun Law, Prof LLC, 1,918.60; Grimm's Pump Service Inc, 1,884.05; Gust Victor, 362.60; Hagen Glass Company, 391.64; Hall Leslie, 242.00; Harmelink & Fox Law Office PLLC, 237.34; Harms Oil Company, 71,159.45; Harris, Betsey, 2,541.65; Hartford Life And Accident Insurance, 2,707.50; Harveys Lock Shop, 68.79; Hebron Brick Supply Co, 351.75; Heenen-Graber, Krista, 500.00; Helpline Center Inc, 30.00; Hennies Holli, 97.20; Hill City Area Chamber Of Commerce, 100.00; Hill City Public Library, 14,866.00; Hills Septic Service, 237.50; Hillyard/Sioux Falls, 575.20; Hobart Sales & Service, 533.78; Holiday Inn Express, 154.00; Holiday Stationstores LLC, 6.50; Horwath Laundry Equipment, 304.84; Human Society Of The Black Hills, 4,166.67; Indoff Inc, 217.66; Industrial Organizational Solutions Inc, 75.00; Innovative Office Solutions LLC, 7,975.23; Interstate Batteries, 51.80; Intoximeters Inc, 3,750.00; J Gardner & Associates LLC, 1,010.00; Jantech LLC, 1,080.00; Jenner Equipment Co, 888.72; Jims Private Utility Locating, 75.00; JJ's Engraving & Sales, 40.00; Johnson Controls, 43,129.71; Johnson, Kimberly K, 178.60; Johnstone Supply, 26.67; K & D Properties, 1,425.00; Keltek Inc., 2,385.00; Keystone City Hall, 5,014.00; Kieffer Sanitation/A Waste Management Co, 145.30; Kieffer Sanitation/A Waste Management Co, 4,461.40; Kimball Midwest, 1,345.48; Kirk Funeral Home, 1,910.00; Kirschenmann, Kevin E, 1,035.00; KLJ Engineering LLC, 68,911.00; Knecht Home Center Inc, 1,360.18; Knollwood Townhouse Properties, 165.00; Kocanda Martin, 281.25; Konica Minolta Premier Finance, 156.19; KS Statebank, 10,325.82; Laboratory Corporation Of America Holdings, 46.00; Lacroix Heather M, 179.14; Lakota Contracting Inc, 2,756.00; Lands' End Business Outfitters, 138.46; Language Line Services, 86.12; Lasseter, Weldon Travis, 194.25; Lewis & Clark Behavioral Health Services, 368.00; Lexipol - Praetorian Digital, 16,120.00; Liberty Chrysler Center, 2,861.18; Lifeways Inc, 375.00; Lift Pro Equipment Co Inc, 1,689.01; Lindstrom, Joan, 150.00; Lingo Communications LLC, 80.03; Lowe, Todd A, 5,211.48; Lowe's, 198.54; Lumen Technologies Group, 790.00; Lutheran Social Services Of SD, 58,742.85; Lynn Jackson Schultz & Lebrun PC, 10,267.30; M & M Fencing, 1,400.26; Macqueen Emergency Group, 1,015.41; Marco Inc, 1,844.18; Marco Inc, 6,092.89; Matheson Tri-Gas Inc, 48.55; May, Ashlee, 604.30; McGas Propane LLC, 605.30; McGowan, Wendy T, 3,945.03; MC-Lemore Towing Service, 400.00; McLeod Associated Computers Solutions LLC, 2,788.57; McKie Ford Inc, 55.47; Medical Waste Transport Inc, 696.04; Medline Industries Inc, 4,424.19; Menards, 360.75; Meyers Tractor Salvage, 4,112.51; MG Oil Company, 12,160.51; Midcontinent Communications, 2,584.47; Midcontinent Communications, 2,644.46; Midwest Connect, 46.00; Miller Jospeh, 154.00; Mindys Custom Embroidery & More, 82.50; Mohler Cindy, 199.60; Montana Dakota Utilities, 1,316.41; Montana Dakota Utilities, 156.71; Monument Health - Urgent Clinics Rapid City, 200.00; Monument Health Home Plus Pharmacy, 227.73; Monument Health Rapid City Hospital, 217.22; Monument Health Rapid City Hospital Inc., 2,646.81; Monument Health Reference Laboratory, 1,433.26; Moss Psy D LLC, William A, 3,050.00; Motorola Solutions Inc, 4,395.16; Mt Rushmore Telephone Co, 49.36; Nelson Jacquelyn R, 270.00; Nelson Law, 4,233.94; Nelson, George J, 667.63; NMS Labs, 52.00; Nohr, Linda J, 1,500.00; North Central International Of Rapid City Inc, 1,218.40; North Central Supply Inc, 5,640.00; Northern Truck Equipment, 1,117.32; Northwest Pipe Fitting Inc, 316.04; Norton, Mikayla, 2,475.00; Nutrien Ag Solutions Inc, 30,530.48; O'Day, Valarie, 1,972.60; Odegard, Amber L, 540.00; Office Depot, 2,427.99; Olson Towing, 75.00; Olson, Carolyn, 8,175.00; Onsite First Aid, 130.30; Osheim & Schmidt Funeral Home, 3,820.00; Overhead Door Of Rapid City, 2,315.55; Pacific Steel & Recycling, 132.00; Panatis Inc, 820.00; Parkway Carwash Inc, 16.00; Parts Town LLC, 137.39; Pederson Law Office LLC, 5,027.97; Penn Co Health & Human Sv Petty Cash, 151.93; Penn Co Highway Petty Cash, 48.25; Penn Co Jail Petty Cash, 1,444.00; Penn Co Sheriff Petty Cash, 758.20; Penn Co States Atty Petty Cash, 110.04;: [404, 22, 596, 1438]
notice-paragraph: C. TRANSFER OF RETAIL (ON-OFF SALE) MALT BEVERAGE & SD FARM WINE LICENSE: MOVED by Hadcock and seconded by Rossknecht to approve the transfer of the Retail (on-off sale) Malt Beverage and SD Farm Wine License from O'Malleys Casino under KJL, Inc. into O'Malley's Casino under TNH LLC. Vote: Unanimous.: [6, 873, 194, 943]
notice-paragraph: 6. Removed for separate consideration.: [6, 160, 138, 170]
notice-paragraph: Sheriff: Effective 05/29/2022: Samantha Nelson, $15.44.: [1002, 1230, 1191, 1240]
notice-paragraph: State's Attorney: Effective 05/31/2022: Bahar Sallae, $20.65; Aliyah Jackson, $18.66; Michael Smith, $2,554.40; Elliott Newman, $20.65; Kara Barnes, $20.65.: [1002, 1240, 1194, 1270]
notice-paragraph: A. RETAIL (ON-OFF SALE) MALT BEVERAGE & SD FARM WINE LICENSES RENEWALS: MOVED by Rossknecht and seconded by Hadcock to approve the renewals of the Retail (on-off sale) Malt Beverage & SD Farm Wine Licenses as presented, as listed below, and release licenses upon payment of appropriate property taxes. Vote: Unanimous. Boys Corner, Inc. Bear Country USA Inc; BJ's Country Store Hwy 16, Dvorak Conveniences Stores Inc; Black Elk Resort, Black Elk Resort; Black Hills Speedway, Cross Country Real Estate LLC; Corner Pantry #21 (license #RB-20294), MG Oil Company; Corner Pantry #21 (license #RB-24086), MG Oil Company; Corner Pantry Moon Meadows, MG Oil Company; Country Corner, Robin Robertson; Country Store at Three Forks, Three Forks C-Store Inc; Dollar General Store #15207, Dolgen Midwest LLC; Firehouse Wine Cellars, Fat Boys Inc; Happy Holiday RV Resort, Diamond Trek LP; Hart Ranch Camping Resort, Hart Ranch Camping Resort Club, Inc; Hart Ranch Golf Course, Hart Ranch Development Co; High Country Guest Ranch, Ventures in the Hills Inc; Jolly Lane Greenhouse Inc., Jolly Lane Greenhouse Inc.; Larsson's Crooked Creek Resort, Larsson Recreational Properties; Mt Rushmore Concession, Xanterra Parks and Resorts Inc; Mt. Rushmore KOA, Recreational Adventures Co; O'Malleys Casino, KJL Inc; Pactola Pines Marina, Pactola Pines Marina Inc; Prairie Berry Winery/Miner Brewery Co, Prairie Berry LLC; Putz N Glo, Putz N Glo Inc; Rafter J Bar Ranch Campground, Hicow Co; Reptile Gardens, Black Hills Reptile Garden Inc; Rochford Mall, The Rochford Mall Inc; Rockerville Lodge & Cabins LLC, Rockerville Lodge & Cabins LLC; Rushmore Cave LLC, Rushmore Cave LLC; Tatanka Trading Post, Kimberly Sealine; The Gaslight, Rockerville Opps LLC; Under Canvas Inc, Under Canvas Inc; Valley Square Casino, MG Oil Company; Valley Square Sports Pub, MG Oil Company; Whispering Pines Campground, Red Sky Enterprise LLC.: [6, 438, 196, 814]
notice-paragraph: MOVED by Hadcock and seconded by Lasseter to take a ten-minutes recess. Vote: Unanimous.: [603, 973, 795, 992]
notice-paragraph: K. ROAD NAME CHANGE: Tyrel Eisenbraun. To rename a 66-foot-wide Public Right-of-Way providing access to property located in Sections 1, 2, 12, 13, 24, 25, 35, and 36 of T1N, R14E; Sections 11, 12, 13, 14, 23, 25, 26, 35, and 36 of T2N, R14E, and Section 1, T1S, R14E, BHM, Pennington County, South Dakota, from Jensen Road to Crooked Creek Road.: [803, 1131, 993, 1200]
notice-paragraph: /s/ Cindy Mohler, Auditor: [205, 715, 287, 725]
notice-paragraph: Approve MPL 22-12 with seven (7) conditions. (Full conditions are available on the web at https://www.pennco.org/boc_agendas and in person at the Pennington County Planning & Zoning Office).: [803, 477, 985, 517]
